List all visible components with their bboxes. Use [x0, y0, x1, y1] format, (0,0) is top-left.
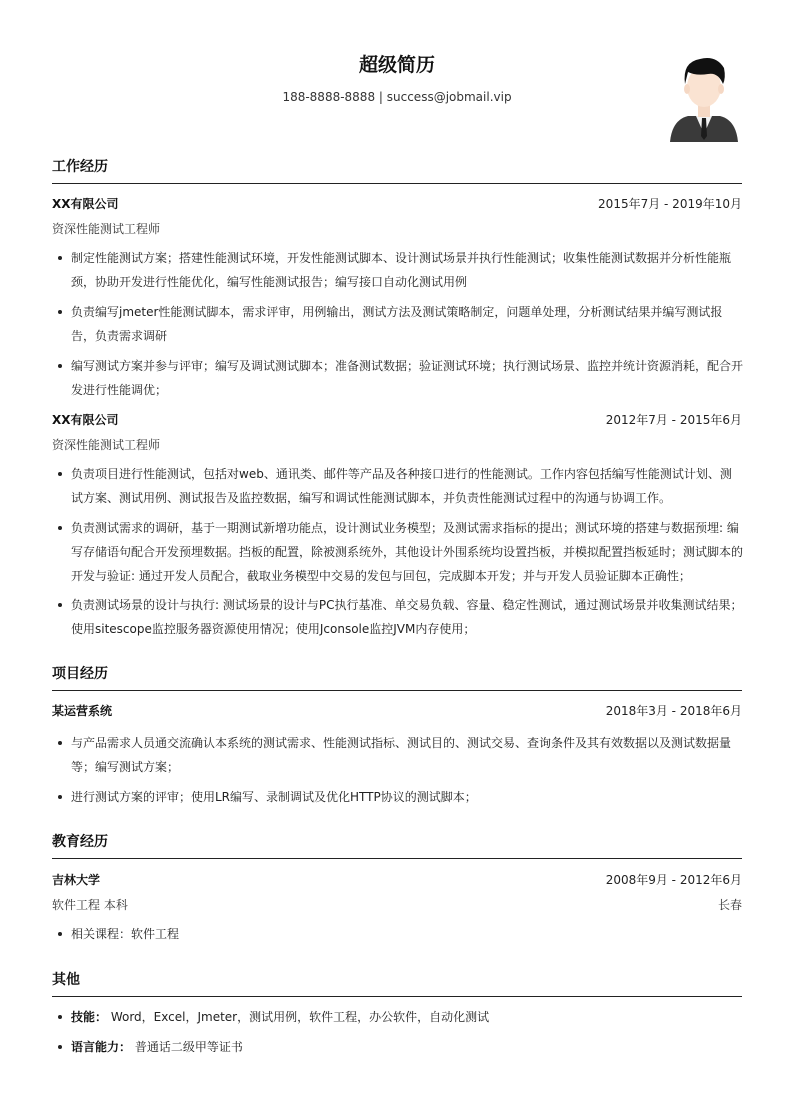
company-name: XX有限公司 — [52, 197, 119, 211]
school-name: 吉林大学 — [52, 873, 101, 887]
job-header — [52, 411, 742, 429]
section-divider — [52, 996, 742, 997]
project-name: 某运营系统 — [52, 704, 113, 718]
section-divider — [52, 183, 742, 184]
list-item: 进行测试方案的评审；使用LR编写、录制调试及优化HTTP协议的测试脚本； — [71, 785, 743, 809]
education-date: 2008年9月 - 2012年6月 — [605, 873, 742, 887]
resume-name: 超级简历 — [358, 54, 435, 76]
role-title: 资深性能测试工程师 — [52, 222, 161, 236]
list-item: 相关课程：软件工程 — [71, 922, 743, 946]
city: 长春 — [717, 898, 742, 912]
section-title-education: 教育经历 — [52, 834, 108, 850]
job-date: 2015年7月 - 2019年10月 — [598, 197, 742, 211]
job-date: 2012年7月 - 2015年6月 — [605, 413, 742, 427]
education-header — [52, 871, 742, 889]
section-title-other: 其他 — [52, 972, 80, 988]
skills-item — [71, 1005, 743, 1029]
project-header — [52, 702, 742, 720]
list-item: 负责测试需求的调研，基于一期测试新增功能点，设计测试业务模型；及测试需求指标的提出；测试环境的搭建与数据预埋: 编写存储语句配合开发预埋数据。挡板的配置，除被测系统外，其他设计外围系统均设置挡板，并模拟配置挡板延时；测试脚本的开发与验证: 通过开发人员配合，截取业务模型中交易的发包与回包，完成脚本开发；并与开发人员验证脚本正确性； — [71, 516, 743, 588]
major: 软件工程 本科 — [52, 898, 128, 912]
role-title: 资深性能测试工程师 — [52, 438, 161, 452]
list-item: 负责测试场景的设计与执行: 测试场景的设计与PC执行基准、单交易负载、容量、稳定性测试，通过测试场景并收集测试结果；使用sitescope监控服务器资源使用情况；使用Jconsole监控JVM内存使用； — [71, 593, 743, 641]
list-item: 与产品需求人员通交流确认本系统的测试需求、性能测试指标、测试目的、测试交易、查询条件及其有效数据以及测试数据量等；编写测试方案； — [71, 731, 743, 779]
list-item: 编写测试方案并参与评审；编写及调试测试脚本；准备测试数据；验证测试环境；执行测试场景、监控并统计资源消耗，配合开发进行性能调优； — [71, 354, 743, 402]
education-details — [52, 896, 742, 914]
job-header — [52, 195, 742, 213]
section-title-project: 项目经历 — [52, 666, 108, 682]
list-item: 负责编写jmeter性能测试脚本，需求评审，用例输出，测试方法及测试策略制定，问题单处理，分析测试结果并编写测试报告，负责需求调研 — [71, 300, 743, 348]
avatar-icon — [668, 54, 740, 142]
language-value: 普通话二级甲等证书 — [131, 1040, 243, 1054]
skills-label: 技能： — [71, 1010, 108, 1024]
section-divider — [52, 858, 742, 859]
project-date: 2018年3月 - 2018年6月 — [605, 704, 742, 718]
list-item: 制定性能测试方案；搭建性能测试环境，开发性能测试脚本、设计测试场景并执行性能测试；收集性能测试数据并分析性能瓶颈，协助开发进行性能优化，编写性能测试报告；编写接口自动化测试用例 — [71, 246, 743, 294]
company-name: XX有限公司 — [52, 413, 119, 427]
section-title-work: 工作经历 — [52, 159, 108, 175]
skills-value: Word，Excel，Jmeter，测试用例，软件工程，办公软件，自动化测试 — [107, 1010, 490, 1024]
language-label: 语言能力： — [71, 1040, 132, 1054]
job-role — [52, 220, 742, 238]
language-item — [71, 1035, 743, 1059]
list-item: 负责项目进行性能测试，包括对web、通讯类、邮件等产品及各种接口进行的性能测试。工作内容包括编写性能测试计划、测试方案、测试用例、测试报告及监控数据，编写和调试性能测试脚本，并负责性能测试过程中的沟通与协调工作。 — [71, 462, 743, 510]
section-divider — [52, 690, 742, 691]
job-role — [52, 436, 742, 454]
contact-info: 188-8888-8888 | success@jobmail.vip — [282, 90, 512, 104]
